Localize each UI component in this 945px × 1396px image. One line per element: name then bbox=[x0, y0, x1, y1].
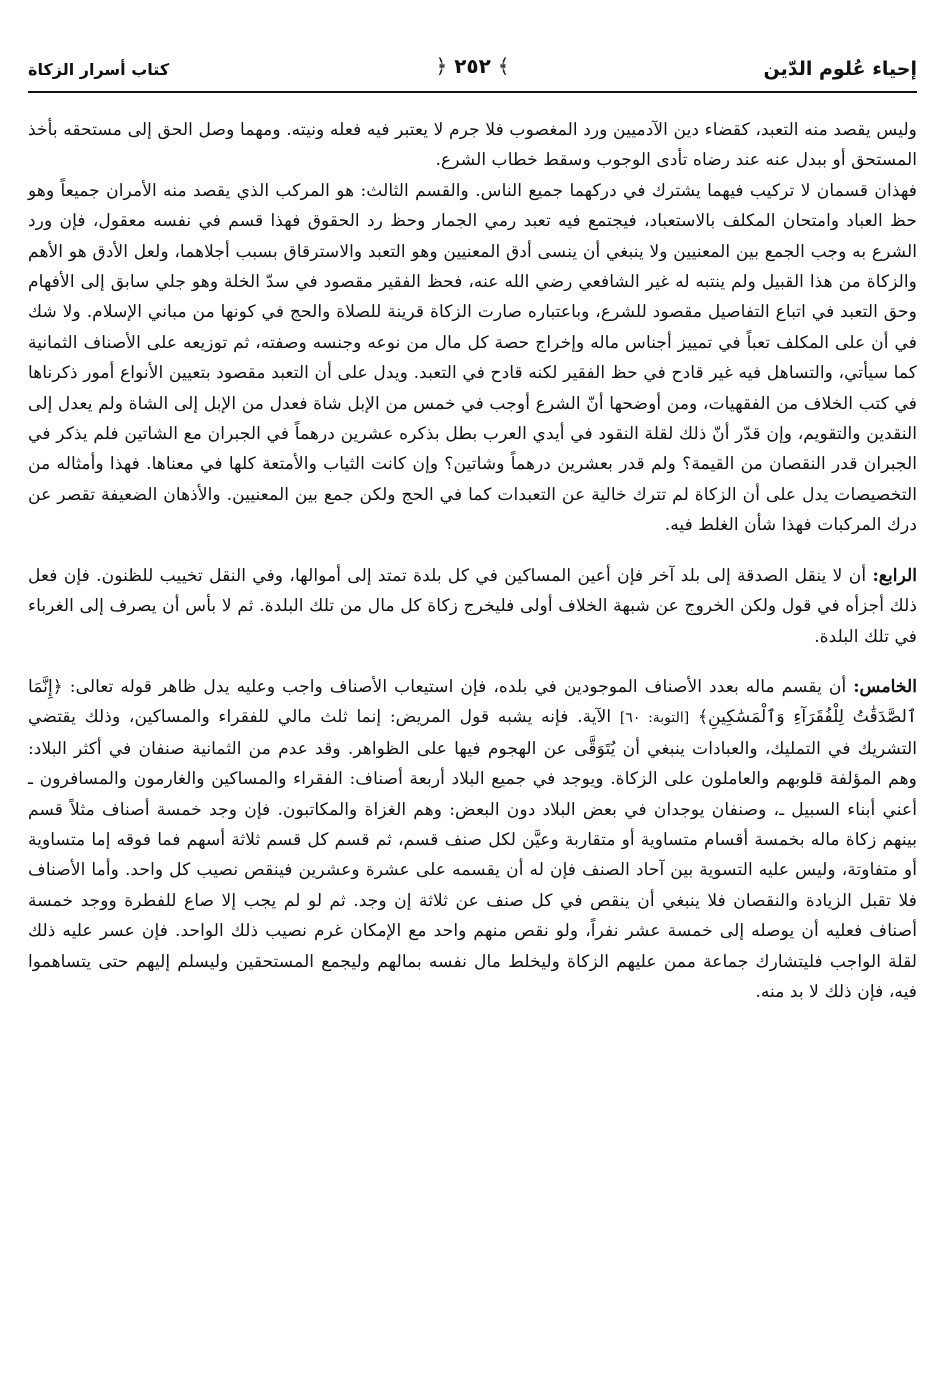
ornament-right-icon: ﴾ bbox=[497, 54, 510, 78]
section-five-text-after: الآية. فإنه يشبه قول المريض: إنما ثلث مالي للفقراء والمساكين، وذلك يقتضي التشريك في التمليك، والعبادات ينبغي أن يُتَوَقَّى عن الهجوم فيها على الظواهر. وقد عدم من الثمانية صنفان في أكثر البلاد: وهم المؤلفة قلوبهم والعاملون على الزكاة. ويوجد في جميع البلاد أربعة أصناف: الفقراء والمساكين والغارمون والمسافرون ـ أعني أبناء السبيل ـ، وصنفان يوجدان في بعض البلاد دون البعض: وهم الغزاة والمكاتبون. فإن وجد خمسة أصناف مثلاً قسم بينهم زكاة ماله بخمسة أقسام متساوية أو متقاربة وعيَّن لكل صنف قسم، ثم قسم كل قسم ثلاثة أسهم فما فوقه إما متساوية أو متفاوتة، وليس عليه التسوية بين آحاد الصنف فإن له أن يقسمه على عشرة وعشرين فينقص نصيب كل واحد. وأما الأصناف فلا تقبل الزيادة والنقصان فلا ينبغي أن ينقص في كل صنف عن ثلاثة إن وجد. ثم لو لم يجب إلا صاع للفطرة ووجد خمسة أصناف فعليه أن يوصله إلى خمسة عشر نفراً، ولو نقص منهم واحد مع الإمكان غرم نصيب ذلك الواحد. فإن عسر عليه ذلك لقلة الواجب فليتشارك جماعة ممن عليهم الزكاة وليخلط مال نفسه بمالهم وليجمع المستحقين وليسلم إليهم حتى يتساهموا فيه، فإن ذلك لا بد منه. bbox=[28, 707, 917, 1002]
page-number-block bbox=[436, 54, 510, 78]
ornament-left-icon: ﴿ bbox=[435, 54, 448, 78]
section-five-paragraph bbox=[28, 672, 917, 1007]
quran-verse: ﴿إِنَّمَا ٱلصَّدَقَٰتُ لِلْفُقَرَآءِ وَٱلْمَسَٰكِينِ﴾ bbox=[28, 676, 917, 728]
book-title: إحياء عُلوم الدّين bbox=[763, 58, 917, 80]
section-four-label: الرابع: bbox=[872, 565, 917, 586]
section-four-paragraph bbox=[28, 561, 917, 652]
header-divider bbox=[28, 91, 917, 93]
quran-reference: [التوبة: ٦٠] bbox=[619, 710, 690, 727]
page-number: ٢٥٢ bbox=[454, 54, 491, 78]
paragraph-2: فهذان قسمان لا تركيب فيهما يشترك في دركهما جميع الناس. والقسم الثالث: هو المركب الذي يقصد منه الأمران جميعاً وهو حظ العباد وامتحان المكلف بالاستعباد، فيجتمع فيه تعبد رمي الجمار وحظ رد الحقوق فهذا قسم في نفسه معقول، فإن ورد الشرع به وجب الجمع بين المعنيين ولا ينبغي أن ينسى أدق المعنيين وهو التعبد والاسترقاق بسبب أجلاهما، ولعل الأدق هو الأهم والزكاة من هذا القبيل ولم ينتبه له غير الشافعي رضي الله عنه، فحظ الفقير مقصود في سدّ الخلة وهو جلي سابق إلى الأفهام وحق التعبد في اتباع التفاصيل مقصود للشرع، وباعتباره صارت الزكاة قرينة للصلاة والحج في كونها من مباني الإسلام. ولا شك في أن على المكلف تعباً في تمييز أجناس ماله وإخراج حصة كل مال من نوعه وجنسه وصفته، ثم توزيعه على الأصناف الثمانية كما سيأتي، والتساهل فيه غير قادح في حظ الفقير لكنه قادح في التعبد. ويدل على أن التعبد مقصود بتعيين الأنواع أمور ذكرناها في كتب الخلاف من الفقهيات، ومن أوضحها أنّ الشرع أوجب في خمس من الإبل شاة فعدل من الإبل إلى الشاة ولم يعدل إلى النقدين والتقويم، وإن قدّر أنّ ذلك لقلة النقود في أيدي العرب بطل بذكره عشرين درهماً في الجبران مع الشاتين فلم يذكر في الجبران قدر النقصان من القيمة؟ ولم قدر بعشرين درهماً وشاتين؟ وإن كانت الثياب والأمتعة كلها في معناها. فهذا وأمثاله من التخصيصات يدل على أن الزكاة لم تترك خالية عن التعبدات كما في الحج ولكن جمع بين المعنيين. والأذهان الضعيفة تقصر عن درك المركبات فهذا شأن الغلط فيه. bbox=[28, 180, 917, 536]
running-header bbox=[28, 54, 917, 88]
paragraph-1: وليس يقصد منه التعبد، كقضاء دين الآدميين ورد المغصوب فلا جرم لا يعتبر فيه فعله ونيته. ومهما وصل الحق إلى مستحقه بأخذ المستحق أو ببدل عنه عند رضاه تأدى الوجوب وسقط خطاب الشرع. bbox=[28, 120, 917, 171]
page-body bbox=[28, 115, 917, 1007]
section-five-text-before: أن يقسم ماله بعدد الأصناف الموجودين في بلده، فإن استيعاب الأصناف واجب وعليه يدل ظاهر قوله تعالى: bbox=[62, 676, 854, 697]
section-four-text: أن لا ينقل الصدقة إلى بلد آخر فإن أعين المساكين في كل بلدة تمتد إلى أموالها، وفي النقل تخييب للظنون. فإن فعل ذلك أجزأه في قول ولكن الخروج عن شبهة الخلاف أولى فليخرج زكاة كل مال من تلك البلدة. ثم لا بأس أن يصرف إلى الغرباء في تلك البلدة. bbox=[28, 565, 917, 647]
section-title: كتاب أسرار الزكاة bbox=[28, 60, 170, 79]
section-five-label: الخامس: bbox=[853, 676, 917, 697]
